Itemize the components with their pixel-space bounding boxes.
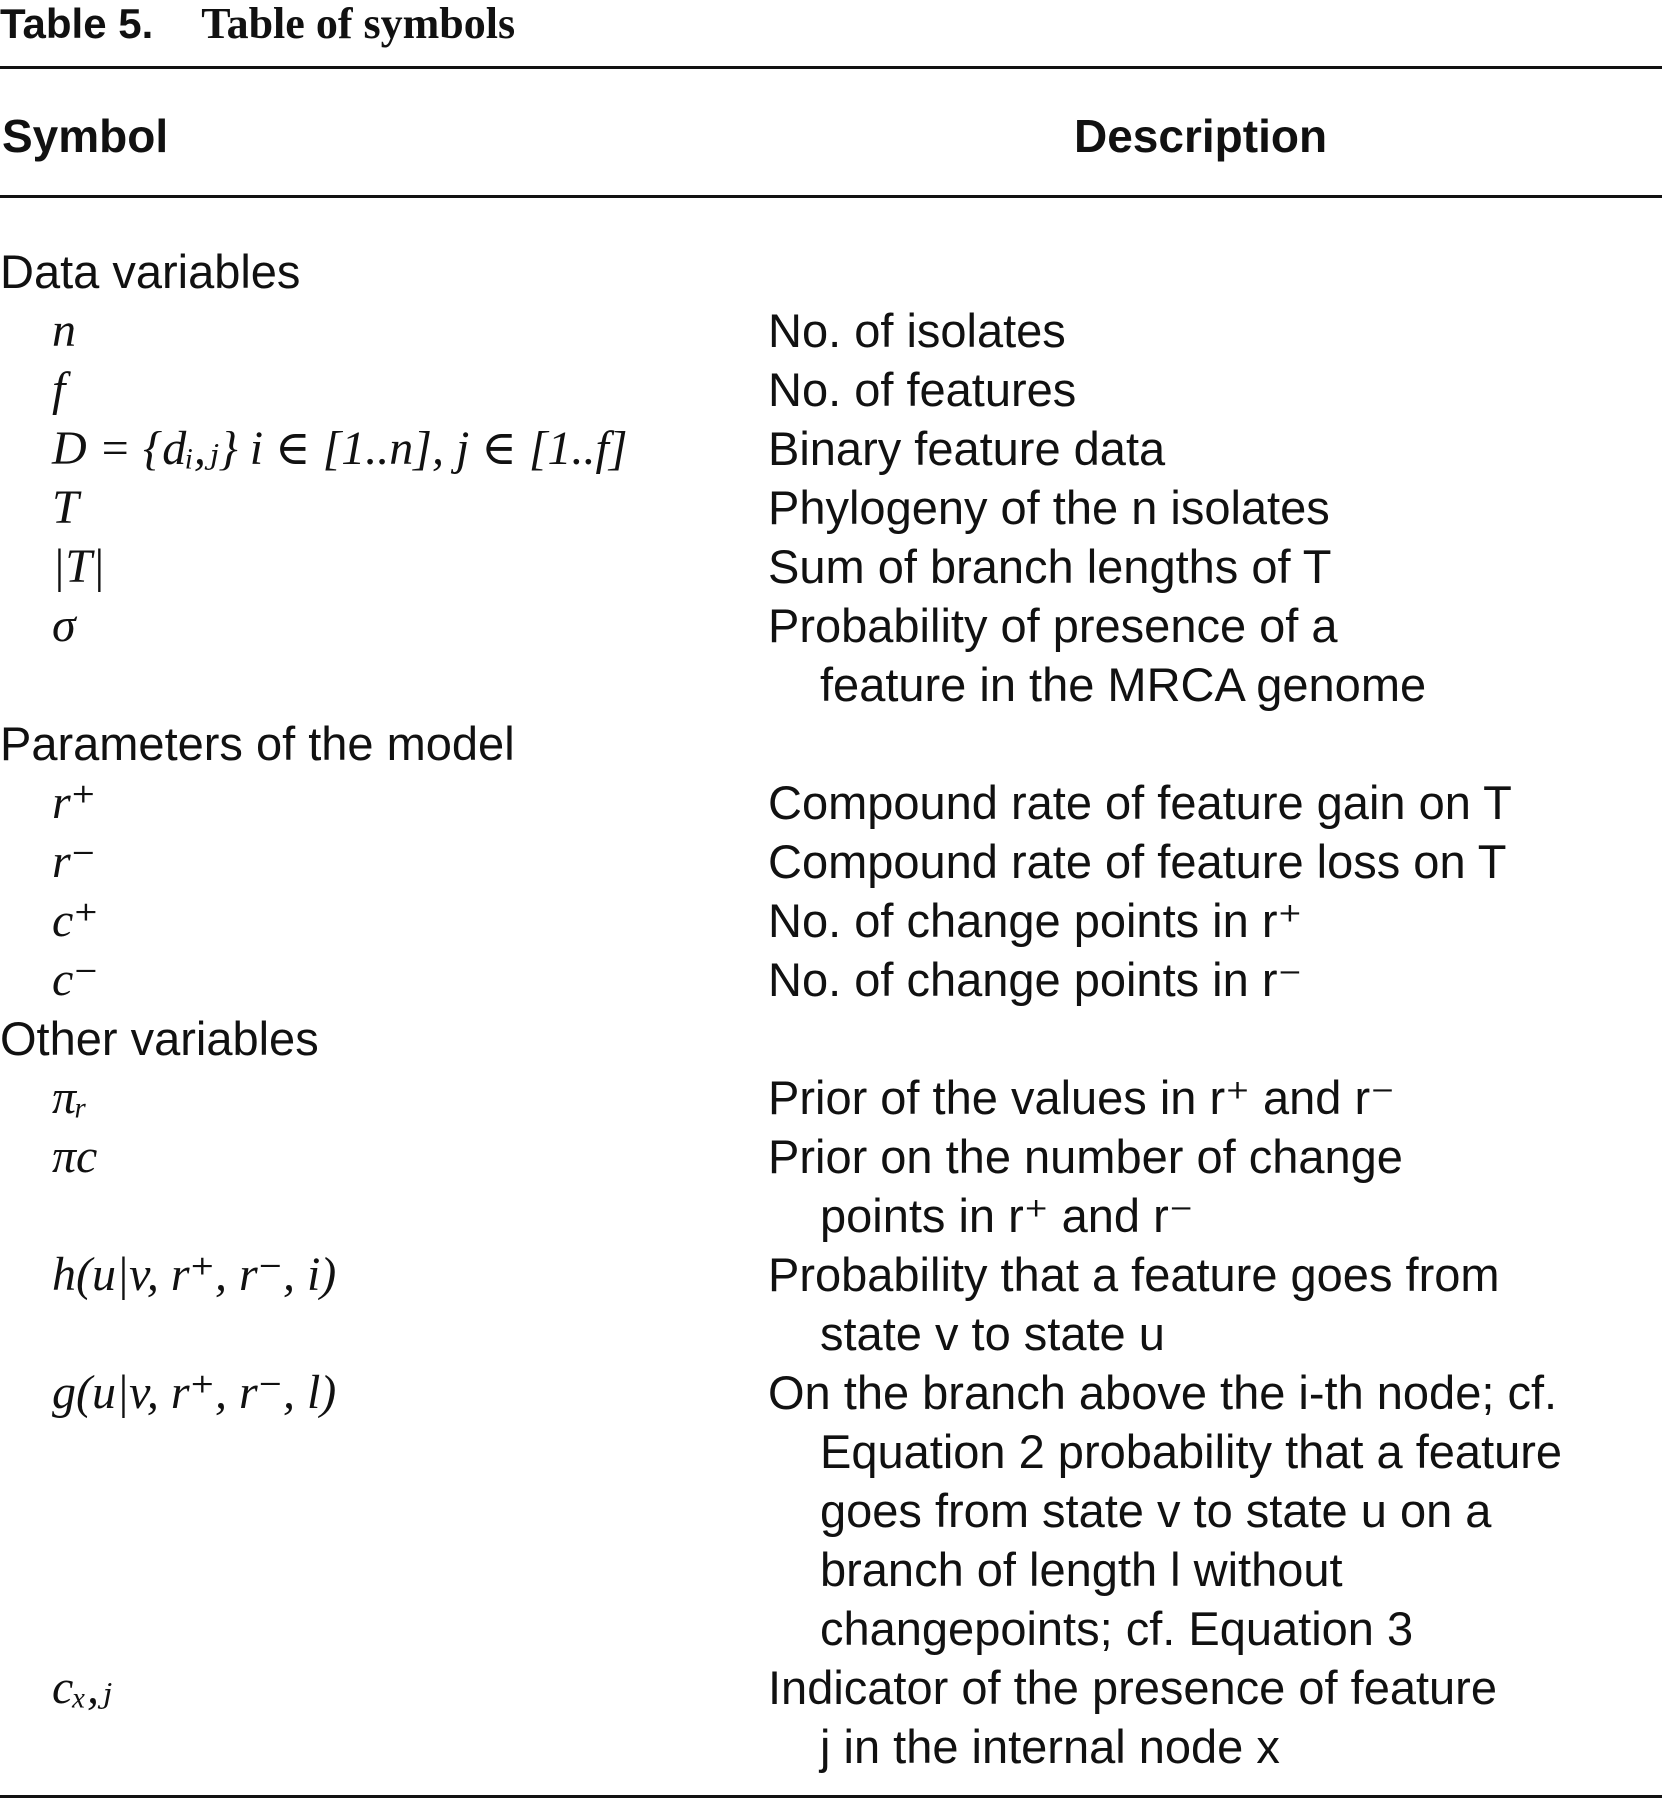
symbol-cell: |T| [52, 540, 106, 593]
description-continuation: j in the internal node x [820, 1720, 1280, 1773]
description-cell [768, 596, 1662, 714]
description-cell [768, 1658, 1662, 1776]
description-cell [768, 1245, 1662, 1363]
description-continuation: points in r⁺ and r⁻ [820, 1189, 1194, 1242]
description-cell [768, 950, 1662, 1009]
description-cell [768, 1363, 1662, 1658]
symbol-cell: πc [52, 1130, 98, 1183]
symbol-cell: cₓ,ⱼ [52, 1661, 112, 1714]
bottom-rule [0, 1795, 1662, 1798]
table-row [0, 950, 1662, 1009]
symbol-cell: πᵣ [52, 1071, 88, 1124]
table-row [0, 1127, 1662, 1245]
table-row [0, 537, 1662, 596]
symbol-cell: h(u|v, r⁺, r⁻, i) [52, 1248, 337, 1301]
description-continuation: changepoints; cf. Equation 3 [820, 1602, 1414, 1655]
column-header-symbol: Symbol [2, 110, 169, 162]
table-row [0, 1363, 1662, 1658]
table-caption [0, 0, 515, 50]
description-continuation: branch of length l without [820, 1543, 1343, 1596]
section-title: Data variables [0, 245, 301, 298]
description-line: No. of features [768, 363, 1077, 416]
description-line: Prior of the values in r⁺ and r⁻ [768, 1071, 1395, 1124]
description-line: Compound rate of feature loss on T [768, 835, 1507, 888]
section-title: Parameters of the model [0, 717, 515, 770]
description-cell [768, 1068, 1662, 1127]
symbol-cell: r⁺ [52, 776, 97, 829]
description-cell [768, 832, 1662, 891]
symbol-cell: σ [52, 599, 76, 652]
symbol-cell: T [52, 481, 79, 534]
section-row [0, 1009, 1662, 1068]
table-row [0, 773, 1662, 832]
table-row [0, 301, 1662, 360]
description-line: Prior on the number of change [768, 1130, 1403, 1183]
table-row [0, 596, 1662, 714]
description-line: Binary feature data [768, 422, 1166, 475]
description-cell [768, 301, 1662, 360]
description-line: Compound rate of feature gain on T [768, 776, 1512, 829]
description-line: Indicator of the presence of feature [768, 1661, 1497, 1714]
symbol-cell: f [52, 363, 66, 416]
symbol-cell: n [52, 304, 76, 357]
description-cell [768, 537, 1662, 596]
description-continuation: goes from state v to state u on a [820, 1484, 1492, 1537]
description-continuation: feature in the MRCA genome [820, 658, 1427, 711]
symbol-cell: D = {dᵢ,ⱼ} i ∈ [1..n], j ∈ [1..f] [52, 422, 628, 475]
description-line: No. of change points in r⁻ [768, 953, 1303, 1006]
description-line: No. of change points in r⁺ [768, 894, 1303, 947]
table-title: Table of symbols [201, 0, 516, 48]
table-row [0, 832, 1662, 891]
symbol-cell: g(u|v, r⁺, r⁻, l) [52, 1366, 337, 1419]
description-line: Probability that a feature goes from [768, 1248, 1500, 1301]
table-row [0, 419, 1662, 478]
description-cell [768, 419, 1662, 478]
table-row [0, 1245, 1662, 1363]
table-body [0, 242, 1662, 1776]
description-cell [768, 1127, 1662, 1245]
description-line: Probability of presence of a [768, 599, 1338, 652]
header-rule [0, 195, 1662, 198]
symbol-cell: r⁻ [52, 835, 97, 888]
description-line: On the branch above the i-th node; cf. [768, 1366, 1558, 1419]
description-cell [768, 891, 1662, 950]
symbol-cell: c⁻ [52, 953, 99, 1006]
table-row [0, 360, 1662, 419]
description-continuation: Equation 2 probability that a feature [820, 1425, 1563, 1478]
column-header-description: Description [1074, 110, 1328, 162]
description-continuation: state v to state u [820, 1307, 1165, 1360]
table-row [0, 1658, 1662, 1776]
description-line: No. of isolates [768, 304, 1066, 357]
description-line: Sum of branch lengths of T [768, 540, 1332, 593]
description-line: Phylogeny of the n isolates [768, 481, 1330, 534]
table-row [0, 478, 1662, 537]
table-row [0, 1068, 1662, 1127]
section-title: Other variables [0, 1012, 319, 1065]
description-cell [768, 360, 1662, 419]
top-rule [0, 66, 1662, 69]
table-row [0, 891, 1662, 950]
symbol-cell: c⁺ [52, 894, 99, 947]
description-cell [768, 478, 1662, 537]
table-label: Table 5. [0, 0, 154, 47]
section-row [0, 714, 1662, 773]
section-row [0, 242, 1662, 301]
description-cell [768, 773, 1662, 832]
